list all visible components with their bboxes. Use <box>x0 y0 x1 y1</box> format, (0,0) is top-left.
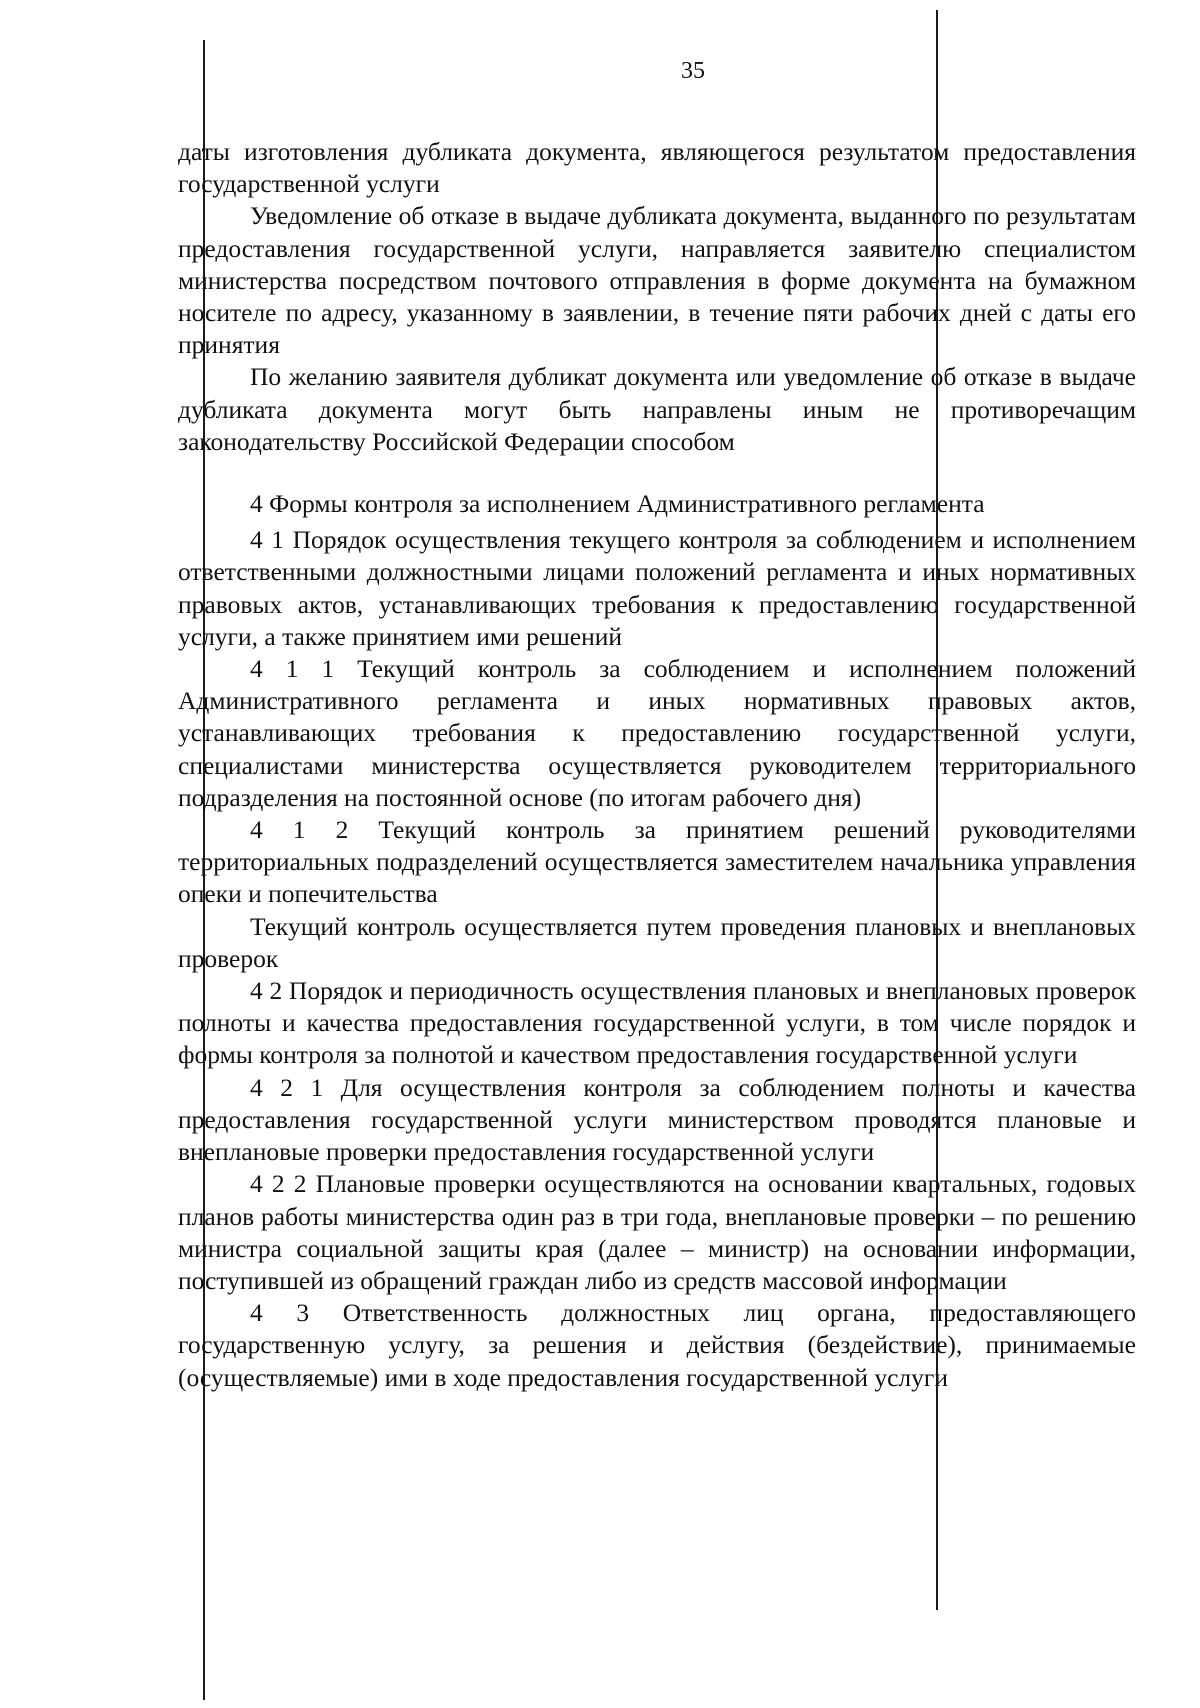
section-heading: 4 Формы контроля за исполнением Административного регламента <box>250 489 985 519</box>
paragraph: даты изготовления дубликата документа, являющегося результатом предоставления государственной услуги <box>178 137 1136 199</box>
paragraph: 4 1 1 Текущий контроль за соблюдением и исполнением положений Административного регламента и иных нормативных правовых актов, устанавливающих требования к предоставлению государственной услуги, специалистами министерства осуществляется руководителем территориального подразделения на постоянной основе (по итогам рабочего дня) <box>178 654 1136 812</box>
paragraph: По желанию заявителя дубликат документа или уведомление об отказе в выдаче дубликата документа могут быть направлены иным не противоречащим законодательству Российской Федерации способом <box>178 362 1136 456</box>
paragraph: Текущий контроль осуществляется путем проведения плановых и внеплановых проверок <box>178 911 1136 973</box>
paragraph: 4 1 Порядок осуществления текущего контроля за соблюдением и исполнением ответственными должностными лицами положений регламента и иных нормативных правовых актов, устанавливающих требования к предоставлению государственной услуги, а также принятием ими решений <box>178 525 1136 651</box>
paragraph: 4 2 2 Плановые проверки осуществляются на основании квартальных, годовых планов работы министерства один раз в три года, внеплановые проверки – по решению министра социальной защиты края (далее – министр) на основании информации, поступившей из обращений граждан либо из средств массовой информации <box>178 1169 1136 1295</box>
paragraph: 4 1 2 Текущий контроль за принятием решений руководителями территориальных подразделений осуществляется заместителем начальника управления опеки и попечительства <box>178 815 1136 909</box>
paragraph: 4 2 1 Для осуществления контроля за соблюдением полноты и качества предоставления государственной услуги министерством проводятся плановые и внеплановые проверки предоставления государственной услуги <box>178 1072 1136 1167</box>
paragraph: 4 3 Ответственность должностных лиц органа, предоставляющего государственную услугу, за решения и действия (бездействие), принимаемые (осуществляемые) ими в ходе предоставления государственной услуги <box>178 1298 1136 1392</box>
paragraph: 4 2 Порядок и периодичность осуществления плановых и внеплановых проверок полноты и качества предоставления государственной услуги, в том числе порядок и формы контроля за полнотой и качеством предоставления государственной услуги <box>178 976 1136 1070</box>
page-number: 35 <box>681 58 705 84</box>
paragraph: Уведомление об отказе в выдаче дубликата документа, выданного по результатам предоставления государственной услуги, направляется заявителю специалистом министерства посредством почтового отправления в форме документа на бумажном носителе по адресу, указанному в заявлении, в течение пяти рабочих дней с даты его принятия <box>178 201 1136 360</box>
document-body <box>178 136 1136 1394</box>
